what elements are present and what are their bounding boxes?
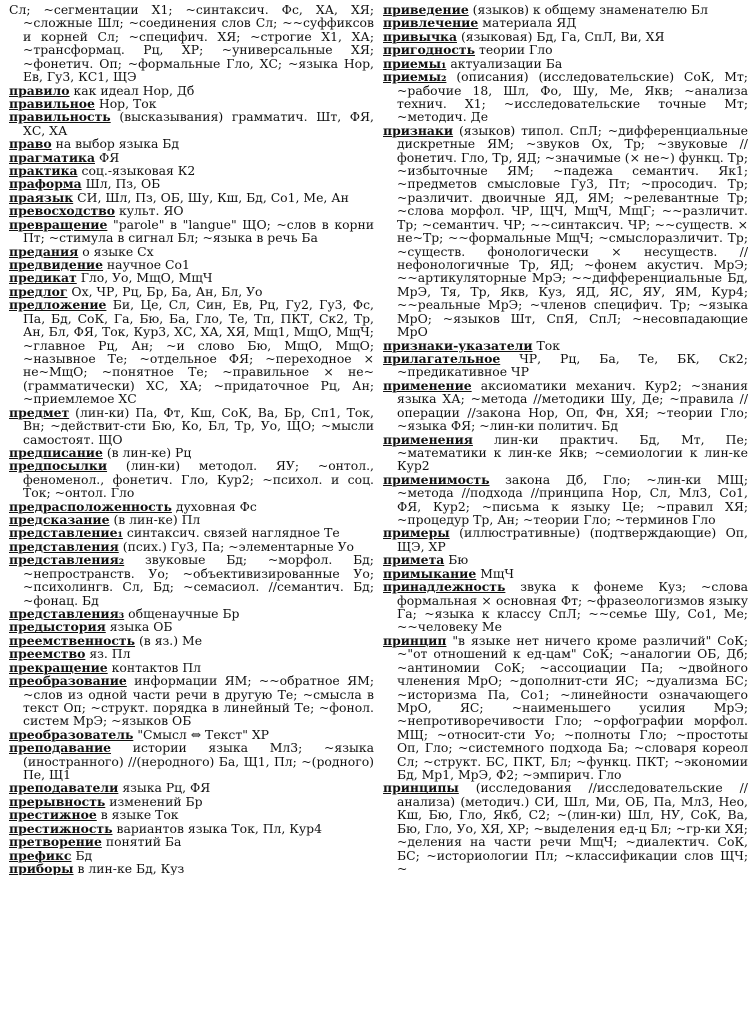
- index-entry: [383, 379, 748, 433]
- entry-text: (лин-ки) Па, Фт, Кш, СоК, Ва, Бр, Сп1, Ток, Вн; ~действит-сти Бю, Ко, Бл, Тр, Уо, ЩО; ~мысли самостоят. ЩО: [23, 404, 374, 447]
- entry-headword: приемы₁: [383, 55, 447, 71]
- index-entry: [9, 218, 374, 245]
- entry-text: соц.-языковая К2: [81, 163, 196, 179]
- entry-text: актуализации Ба: [450, 55, 563, 71]
- index-entry: [9, 607, 374, 620]
- entry-text: вариантов языка Ток, Пл, Кур4: [116, 820, 322, 836]
- index-entry: [9, 406, 374, 446]
- entry-headword: прагматика: [9, 149, 95, 165]
- entry-headword: праформа: [9, 176, 82, 192]
- entry-headword: преемство: [9, 646, 86, 662]
- entry-headword: признаки-указатели: [383, 337, 533, 353]
- entry-text: звуковые Бд; ~морфол. Бд; ~непространств. Уо; ~объективизированные Уо; ~психолингв. Сл, Бд; ~семасиол. //семантич. Бд; ~фонац. Бд: [23, 552, 374, 608]
- entry-text: информации ЯМ; ~~обратное ЯМ; ~слов из одной части речи в другую Те; ~смысла в текст Оп; ~структ. порядка в линейный Те; ~фонол. систем МрЭ; ~языков ОБ: [23, 673, 374, 729]
- entry-headword: превосходство: [9, 203, 116, 219]
- entry-headword: прекращение: [9, 659, 108, 675]
- entry-text: в лин-ке Бд, Куз: [77, 861, 185, 876]
- entry-headword: предлог: [9, 283, 68, 299]
- entry-headword: представления₃: [9, 605, 125, 621]
- entry-text: закона Дб, Гло; ~лин-ки МЩ; ~метода //подхода //принципа Нор, Сл, Мл3, Со1, ФЯ, Кур2; ~письма к языку Це; ~правил ХЯ; ~процедур Тр, Ан; ~теории Гло; ~терминов Гло: [397, 471, 748, 528]
- entry-text: Нор, Ток: [98, 95, 157, 111]
- index-entry: [9, 285, 374, 298]
- index-entry: [9, 540, 374, 553]
- entry-headword: преобразование: [9, 673, 127, 689]
- entry-text: "parole" в "langue" ЩО; ~слов в корни Пт; ~стимула в сигнал Бл; ~языка в речь Ба: [23, 216, 374, 246]
- index-entry: [9, 191, 374, 204]
- entry-headword: представление₁: [9, 525, 123, 541]
- entry-text: (языковая) Бд, Га, СпЛ, Ви, ХЯ: [460, 28, 665, 44]
- entry-text: синтаксич. связей наглядное Те: [126, 525, 340, 541]
- entry-headword: предрасположенность: [9, 498, 172, 514]
- index-entry: [383, 634, 748, 782]
- entry-text: лин-ки практич. Бд, Мт, Пе; ~математики к лин-ке Якв; ~семиологии к лин-ке Кур2: [397, 431, 748, 474]
- index-entry: [9, 526, 374, 539]
- index-entry: [9, 795, 374, 808]
- entry-text: МщЧ: [480, 565, 514, 581]
- index-entry: [9, 822, 374, 835]
- index-entry: [9, 849, 374, 862]
- index-entry: [9, 446, 374, 459]
- entry-headword: праязык: [9, 189, 74, 205]
- index-entry: [9, 298, 374, 405]
- entry-text: языка ОБ: [109, 619, 173, 635]
- index-entry: [383, 473, 748, 527]
- entry-headword: превращение: [9, 216, 108, 232]
- entry-headword: предания: [9, 243, 79, 259]
- entry-text: ЧР, Рц, Ба, Те, БК, Ск2; ~предикативное ЧР: [397, 350, 748, 380]
- entry-headword: престижное: [9, 807, 97, 823]
- entry-headword: приборы: [9, 861, 74, 876]
- entry-text: на выбор языка Бд: [55, 136, 180, 152]
- entry-headword: предвидение: [9, 257, 103, 273]
- index-entry: [9, 459, 374, 499]
- entry-text: Бю: [448, 552, 469, 568]
- entry-headword: приведение: [383, 3, 469, 17]
- entry-text: аксиоматики механич. Кур2; ~знания языка ХА; ~метода //методики Шу, Де; ~правила //операции //закона Нор, Оп, Фн, ХЯ; ~теории Гло; ~языка ФЯ; ~лин-ки политич. Бд: [397, 377, 748, 434]
- entry-text: в языке Ток: [100, 807, 179, 823]
- entry-text: материала ЯД: [482, 15, 577, 31]
- entry-text: изменений Бр: [109, 793, 203, 809]
- entry-text: теории Гло: [478, 42, 553, 58]
- entry-headword: приемы₂: [383, 69, 447, 85]
- entry-headword: привлечение: [383, 15, 479, 31]
- entry-text: духовная Фс: [175, 498, 257, 514]
- index-entry: [9, 245, 374, 258]
- index-entry: [383, 580, 748, 634]
- entry-text: (исследования //исследовательские //анализа) (методич.) СИ, Шл, Ми, ОБ, Па, Мл3, Нео, Кш, Бю, Гло, Якб, С2; ~(лин-ки) Шл, НУ, СоК, Ва, Бю, Гло, Уо, ХЯ, ХР; ~выделения ед-ц Бл; ~гр-ки ХЯ; ~деления на части речи МщЧ; ~диалектич. СоК, БС; ~историологии Пл; ~классификации слов ЩЧ; ~: [397, 780, 748, 876]
- index-entry: [9, 3, 374, 84]
- index-entry: [9, 513, 374, 526]
- entry-text: СИ, Шл, Пз, ОБ, Шу, Кш, Бд, Со1, Ме, Ан: [77, 189, 349, 205]
- entry-headword: правильность: [9, 109, 111, 125]
- entry-text: яз. Пл: [89, 646, 131, 662]
- index-entry: [9, 661, 374, 674]
- index-entry: [383, 553, 748, 566]
- entry-headword: предложение: [9, 297, 107, 313]
- index-entry: [383, 781, 748, 875]
- entry-headword: примеры: [383, 525, 450, 541]
- entry-text: Ох, ЧР, Рц, Бр, Ба, Ан, Бл, Уо: [71, 283, 263, 299]
- entry-headword: привычка: [383, 28, 457, 44]
- index-entry: [9, 862, 374, 875]
- entry-text: Сл; ~сегментации Х1; ~синтаксич. Фс, ХА, ХЯ; ~сложные Шл; ~соединения слов Сл; ~~суффиксов и корней Сл; ~специфич. ХЯ; ~строгие Х1, ХА; ~трансформац. Рц, ХР; ~универсальные ХЯ; ~фонетич. Оп; ~формальные Гло, ХС; ~языка Нор, Ев, Гу3, КС1, ЩЭ: [9, 3, 374, 85]
- entry-headword: пригодность: [383, 42, 476, 58]
- index-entry: [9, 634, 374, 647]
- entry-text: "в языке нет ничего кроме различий" СоК; ~"от отношений к ед-цам" СоК; ~аналогии ОБ, Дб; ~антиномии СоК; ~ассоциации Па; ~двойного членения МрО; ~дополнит-сти ЯС; ~дуализма БС; ~историзма Па, Со1; ~линейности означающего МрО, ЯС; ~наименьшего усилия МрЭ; ~непротиворечивости Гло; ~орфографии морфол. МЩ; ~относит-сти Уо; ~полноты Гло; ~простоты Оп, Гло; ~системного подхода Ба; ~словаря кореол Сл; ~структ. БС, ПКТ, Бл; ~функц. ПКТ; ~экономии Бд, Мр1, МрЭ, Ф2; ~эмпирич. Гло: [397, 632, 748, 783]
- index-entry: [9, 204, 374, 217]
- entry-headword: принципы: [383, 780, 459, 796]
- index-entry: [9, 553, 374, 607]
- entry-text: (языков) к общему знаменателю Бл: [472, 3, 708, 17]
- entry-headword: престижность: [9, 820, 113, 836]
- entry-text: контактов Пл: [111, 659, 202, 675]
- entry-headword: предсказание: [9, 512, 110, 528]
- entry-headword: применимость: [383, 471, 490, 487]
- right-column: [383, 3, 748, 875]
- index-entry: [383, 43, 748, 56]
- index-entry: [9, 808, 374, 821]
- entry-text: Бд: [75, 847, 93, 863]
- entry-headword: примета: [383, 552, 445, 568]
- entry-text: (в яз.) Ме: [138, 632, 203, 648]
- index-entry: [9, 835, 374, 848]
- entry-headword: преподавание: [9, 740, 112, 756]
- entry-headword: преемственность: [9, 632, 136, 648]
- entry-text: культ. ЯО: [119, 203, 184, 219]
- entry-headword: представления₂: [9, 552, 125, 568]
- index-entry: [9, 674, 374, 728]
- entry-headword: предикат: [9, 270, 77, 286]
- entry-headword: прилагательное: [383, 350, 501, 366]
- entry-headword: примыкание: [383, 565, 477, 581]
- entry-text: (псих.) Гу3, Па; ~элементарные Уо: [122, 538, 355, 554]
- entry-headword: преподаватели: [9, 780, 119, 796]
- entry-headword: применения: [383, 431, 473, 447]
- entry-headword: прерывность: [9, 793, 106, 809]
- entry-text: "Смысл ⇔ Текст" ХР: [137, 726, 269, 742]
- index-entry: [383, 433, 748, 473]
- index-entry: [9, 164, 374, 177]
- index-entry: [9, 781, 374, 794]
- entry-text: (иллюстративные) (подтверждающие) Оп, ЩЭ, ХР: [397, 525, 748, 554]
- index-entry: [9, 620, 374, 633]
- index-entry: [383, 352, 748, 379]
- index-entry: [9, 647, 374, 660]
- entry-text: Гло, Уо, МщО, МщЧ: [80, 270, 213, 286]
- entry-text: Би, Це, Сл, Син, Ев, Рц, Гу2, Гу3, Фс, Па, Бд, СоК, Га, Бю, Ба, Гло, Те, Тп, ПКТ, Ск2, Тр, Ан, Бл, ФЯ, Ток, Кур3, ХС, ХА, ХЯ, Мщ1, МщО, МщЧ; ~главное Рц, Ан; ~и слово Бю, МщО, МщО; ~назывное Те; ~отдельное ФЯ; ~переходное × не~МщО; ~понятное Те; ~правильное × не~(грамматически) ХС, ХА; ~придаточное Рц, Ан; ~приемлемое ХС: [23, 297, 374, 407]
- index-entry: [9, 177, 374, 190]
- index-entry: [9, 97, 374, 110]
- entry-headword: претворение: [9, 834, 102, 850]
- index-entry: [383, 526, 748, 553]
- index-entry: [9, 258, 374, 271]
- index-entry: [9, 728, 374, 741]
- index-entry: [383, 339, 748, 352]
- entry-text: (лин-ки) методол. ЯУ; ~онтол., феноменол., фонетич. Гло, Кур2; ~психол. и соц. Ток; ~онтол. Гло: [23, 458, 374, 501]
- entry-headword: практика: [9, 163, 78, 179]
- entry-text: (высказывания) грамматич. Шт, ФЯ, ХС, ХА: [23, 109, 374, 138]
- index-entry: [383, 70, 748, 124]
- entry-text: ФЯ: [98, 149, 120, 165]
- index-entry: [383, 124, 748, 339]
- entry-headword: принцип: [383, 632, 447, 648]
- entry-headword: право: [9, 136, 52, 152]
- index-entry: [9, 741, 374, 781]
- entry-headword: предмет: [9, 404, 70, 420]
- entry-headword: применение: [383, 377, 472, 393]
- entry-text: языка Рц, ФЯ: [122, 780, 211, 796]
- entry-headword: представления: [9, 538, 119, 554]
- entry-text: научное Со1: [106, 257, 190, 273]
- index-entry: [383, 3, 748, 16]
- index-entry: [9, 500, 374, 513]
- entry-headword: правило: [9, 82, 70, 98]
- entry-text: звука к фонеме Куз; ~слова формальная × основная Фт; ~фразеологизмов языку Га; ~языка к классу СпЛ; ~~семье Шу, Со1, Ме; ~~человеку Ме: [397, 579, 748, 635]
- entry-headword: правильное: [9, 95, 95, 111]
- index-entry: [383, 57, 748, 70]
- entry-headword: признаки: [383, 122, 454, 138]
- entry-text: общенаучные Бр: [128, 605, 240, 621]
- entry-headword: префикс: [9, 847, 72, 863]
- entry-headword: принадлежность: [383, 579, 506, 595]
- entry-text: понятий Ба: [105, 834, 182, 850]
- entry-text: истории языка Мл3; ~языка (иностранного) //(неродного) Ба, Щ1, Пл; ~(родного) Пе, Щ1: [23, 740, 374, 783]
- entry-text: (в лин-ке) Рц: [106, 444, 192, 460]
- entry-text: Шл, Пз, ОБ: [85, 176, 161, 192]
- entry-text: (языков) типол. СпЛ; ~дифференциальные дискретные ЯМ; ~звуков Ох, Тр; ~звуковые //фонетич. Гло, Тр, ЯД; ~значимые (× не~) функц. Тр; ~избыточные ЯМ; ~падежа семантич. Як1; ~предметов смысловые Гу3, Пт; ~просодич. Тр; ~различит. двоичные ЯД, ЯМ; ~релевантные Тр; ~слова морфол. ЧР, ЩЧ, МщЧ, МщГ; ~~различит. Тр; ~семантич. ЧР; ~~синтаксич. ЧР; ~~существ. × не~Тр; ~~формальные МщЧ; ~смыслоразличит. Тр; ~существ. фонологически × несуществ. //нефонологичные Тр, ЯД; ~фонем акустич. МрЭ; ~~артикуляторные МрЭ; ~~дифференциальные Бд, МрЭ, Тя, Тр, Якв, Куз, ЯД, ЯС, ЯУ, ЯМ, Кур4; ~~реальные МрЭ; ~членов специфич. Тр; ~языка МрО; ~языков Шт, СпЯ, СпЛ; ~несовпадающие МрО: [397, 122, 748, 340]
- entry-text: Ток: [536, 337, 560, 353]
- index-entry: [383, 16, 748, 29]
- index-entry: [383, 567, 748, 580]
- entry-headword: предписание: [9, 444, 103, 460]
- index-entry: [9, 110, 374, 137]
- entry-text: (описания) (исследовательские) СоК, Мт; ~рабочие 18, Шл, Фо, Шу, Ме, Якв; ~анализа технич. Х1; ~исследовательские точные Мт; ~методич. Де: [397, 69, 748, 125]
- entry-headword: предпосылки: [9, 458, 108, 474]
- index-entry: [383, 30, 748, 43]
- left-column: [9, 3, 374, 875]
- index-entry: [9, 151, 374, 164]
- index-entry: [9, 84, 374, 97]
- index-entry: [9, 137, 374, 150]
- entry-headword: предыстория: [9, 619, 106, 635]
- entry-text: как идеал Нор, Дб: [73, 82, 195, 98]
- entry-text: (в лин-ке) Пл: [113, 512, 201, 528]
- index-entry: [9, 271, 374, 284]
- entry-headword: преобразователь: [9, 726, 134, 742]
- entry-text: о языке Сх: [82, 243, 154, 259]
